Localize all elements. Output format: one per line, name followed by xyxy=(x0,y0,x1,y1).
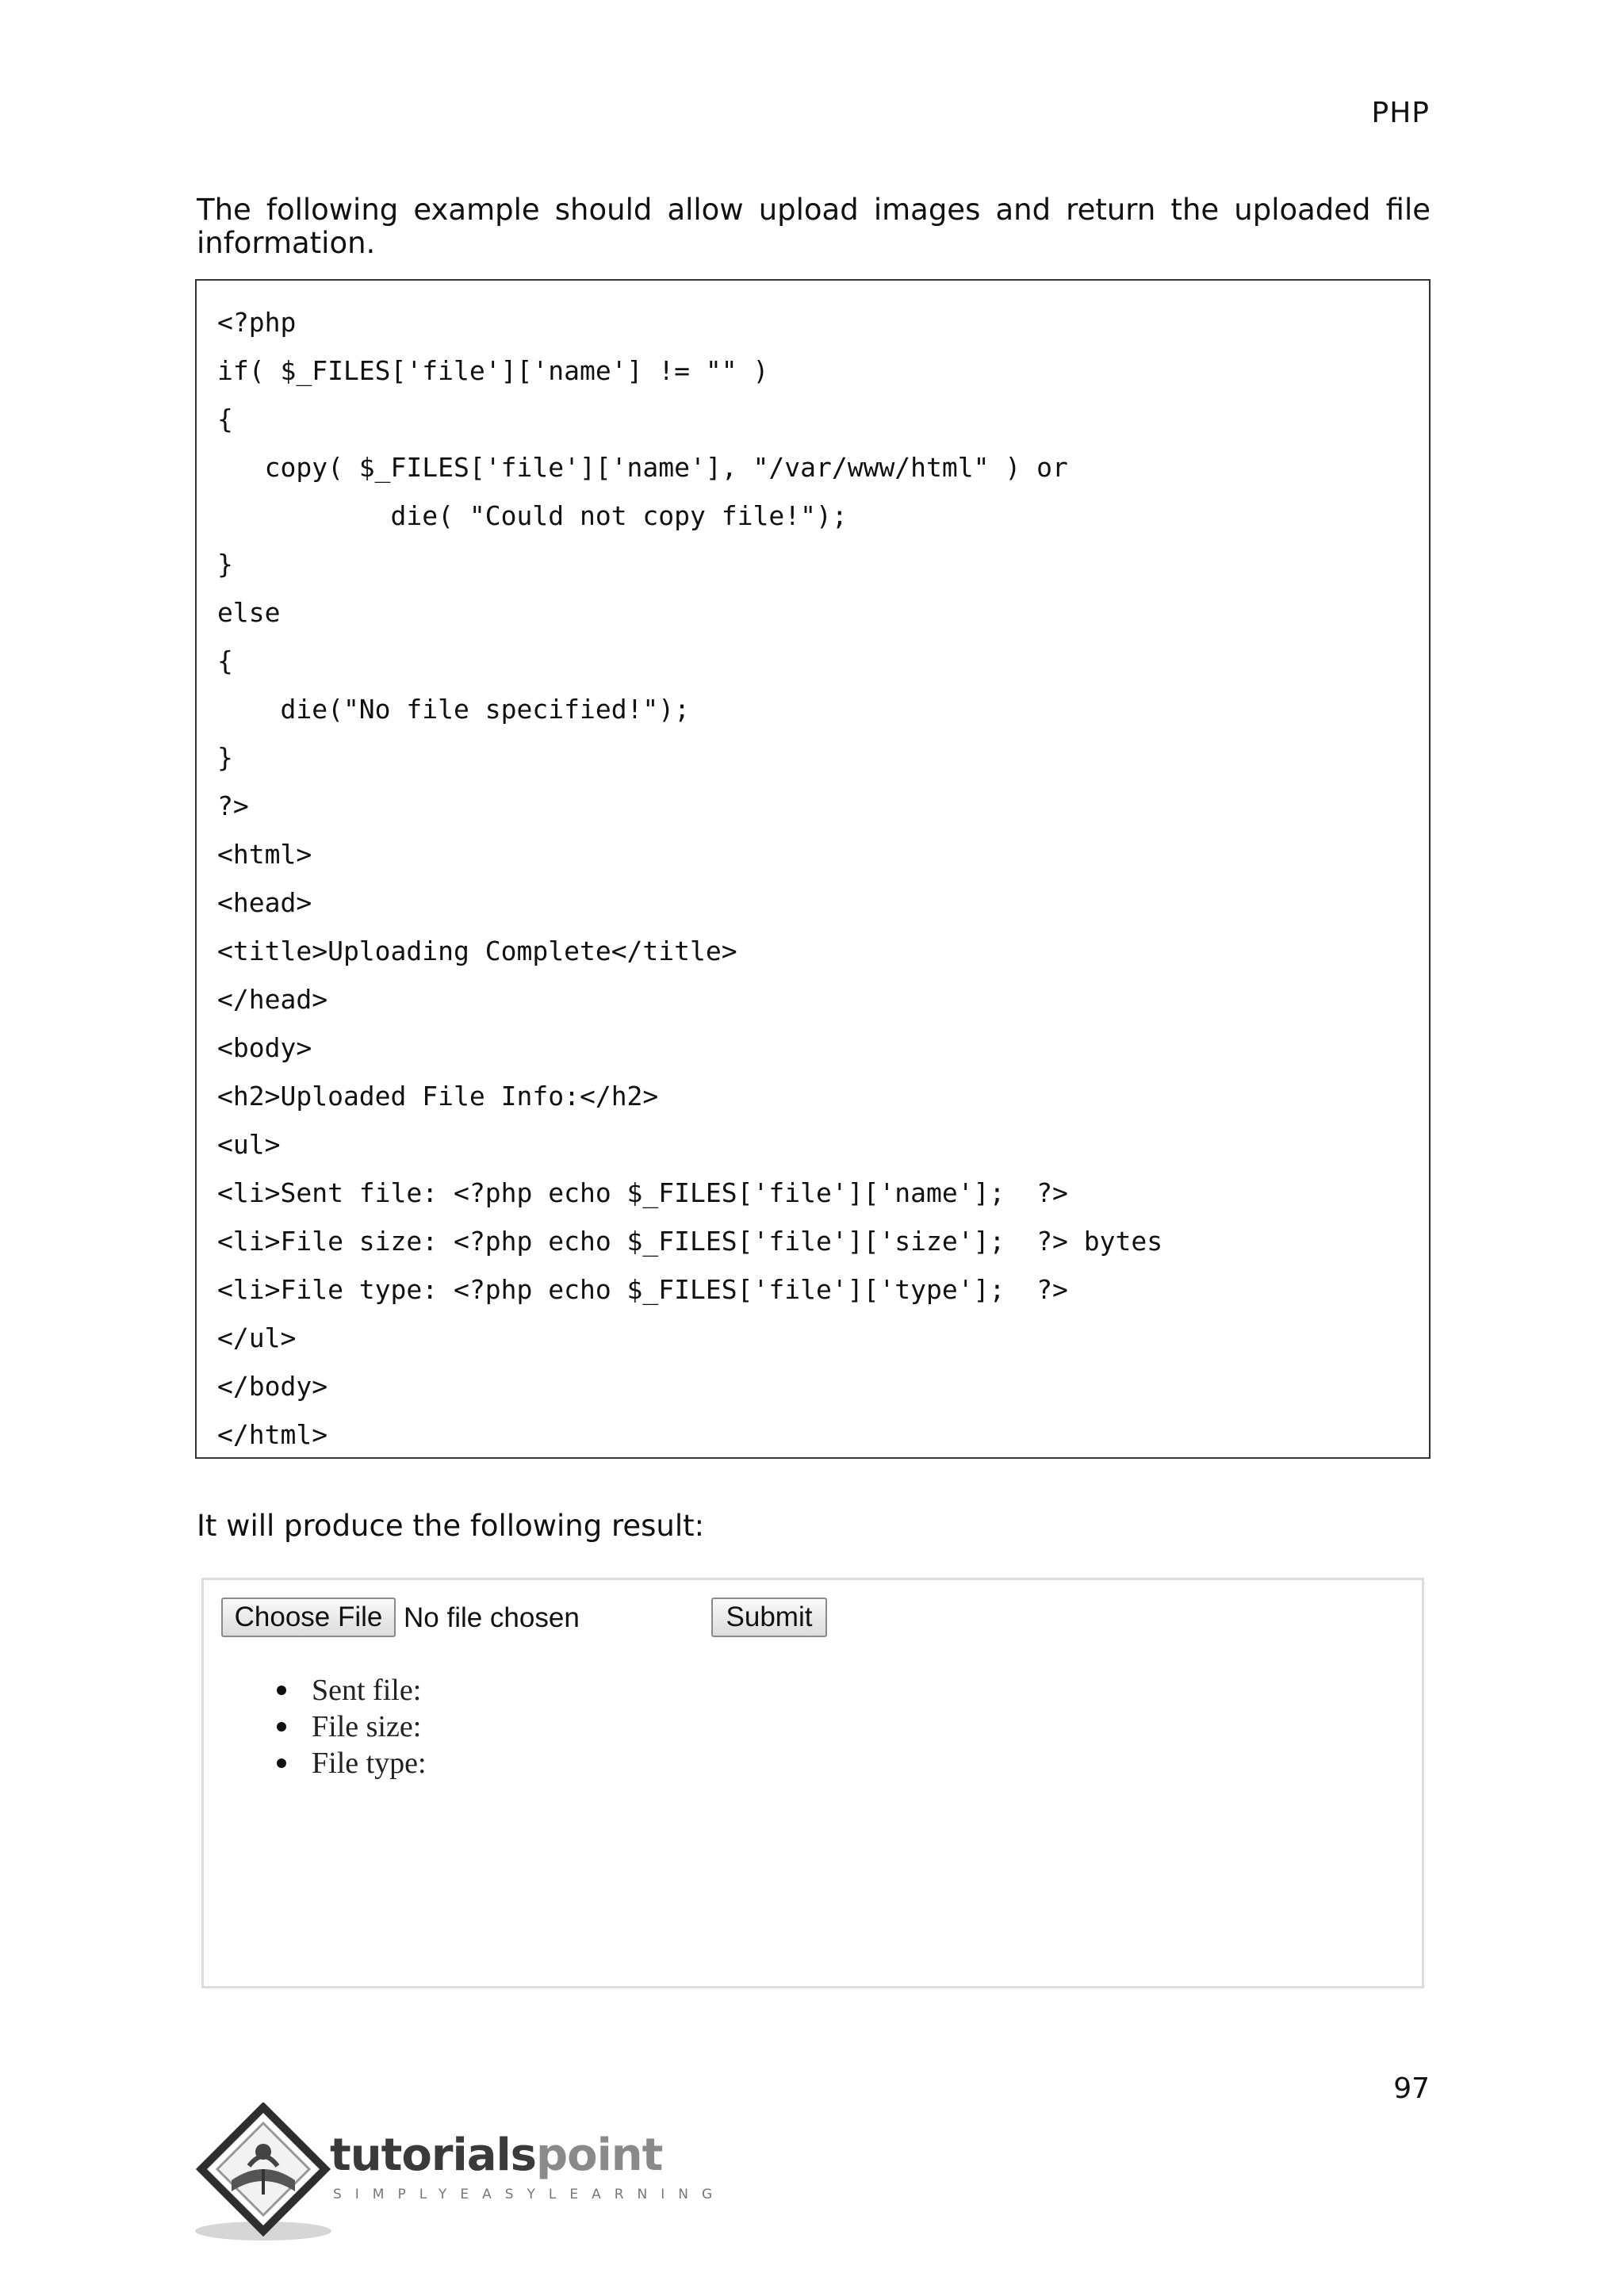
choose-file-button[interactable]: Choose File xyxy=(221,1598,396,1637)
list-item xyxy=(259,1745,427,1781)
uploaded-file-info-list xyxy=(259,1672,427,1781)
bullet-icon xyxy=(277,1686,286,1695)
list-item-label: Sent file: xyxy=(312,1674,422,1707)
code-line: <li>File type: <?php echo $_FILES['file']['type']; ?> xyxy=(217,1274,1068,1305)
code-line: </html> xyxy=(217,1419,328,1450)
list-item xyxy=(259,1709,427,1745)
bullet-icon xyxy=(277,1758,286,1768)
code-line: <html> xyxy=(217,839,312,870)
no-file-chosen-text: No file chosen xyxy=(404,1602,580,1633)
code-line: <?php xyxy=(217,307,297,338)
code-line: die("No file specified!"); xyxy=(217,694,691,725)
tutorialspoint-logo xyxy=(193,2103,726,2245)
code-line: die( "Could not copy file!"); xyxy=(217,500,848,531)
code-line: <body> xyxy=(217,1032,312,1063)
list-item-label: File type: xyxy=(312,1747,427,1780)
code-line: </head> xyxy=(217,984,328,1015)
code-line: if( $_FILES['file']['name'] != "" ) xyxy=(217,355,769,386)
logo-wordmark: tutorialspoint xyxy=(330,2130,663,2181)
code-line: <ul> xyxy=(217,1129,281,1160)
running-header: PHP xyxy=(1371,97,1430,129)
code-line: <h2>Uploaded File Info:</h2> xyxy=(217,1081,659,1112)
code-line: { xyxy=(217,645,233,676)
intro-paragraph: The following example should allow upload images and return the uploaded file information. xyxy=(197,193,1431,260)
code-line: <head> xyxy=(217,887,312,918)
code-block xyxy=(195,279,1431,1459)
logo-tagline: SIMPLYEASYLEARNING xyxy=(333,2187,726,2202)
result-screenshot xyxy=(201,1578,1424,1988)
page-number: 97 xyxy=(1393,2072,1430,2105)
code-line: <li>Sent file: <?php echo $_FILES['file']['name']; ?> xyxy=(217,1177,1068,1208)
bullet-icon xyxy=(277,1722,286,1732)
result-intro: It will produce the following result: xyxy=(197,1509,705,1543)
list-item-label: File size: xyxy=(312,1710,422,1743)
code-line: } xyxy=(217,742,233,773)
code-line: <title>Uploading Complete</title> xyxy=(217,936,737,966)
code-line: </ul> xyxy=(217,1322,297,1353)
code-line: copy( $_FILES['file']['name'], "/var/www/html" ) or xyxy=(217,452,1068,483)
code-line: { xyxy=(217,404,233,434)
list-item xyxy=(259,1672,427,1709)
code-line: ?> xyxy=(217,790,249,821)
logo-emblem-icon xyxy=(193,2103,336,2245)
code-line: <li>File size: <?php echo $_FILES['file']['size']; ?> bytes xyxy=(217,1226,1163,1257)
code-line: </body> xyxy=(217,1371,328,1402)
submit-button[interactable]: Submit xyxy=(711,1598,827,1637)
code-line: } xyxy=(217,549,233,580)
code-line: else xyxy=(217,597,281,628)
